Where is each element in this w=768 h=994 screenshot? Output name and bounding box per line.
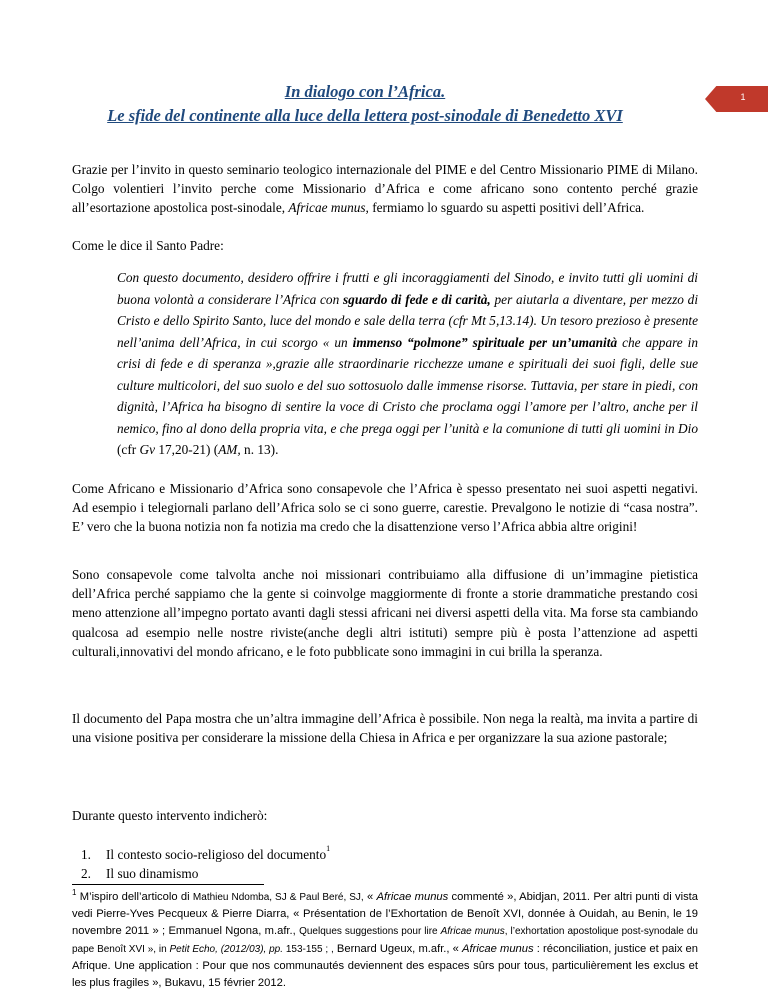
list-item: 2. Il suo dinamismo: [81, 866, 199, 881]
page-number: 1: [740, 92, 746, 102]
footnote-marker: 1: [72, 888, 77, 897]
intro-paragraph: Grazie per l’invito in questo seminario teologico internazionale del PIME e del Centro Missionario PIME di Milano. Colgo volentieri l’invito perche come Missionario d’Africa e come africano sono contento perché grazie all’esortazione apostolica post-sinodale, Africae munus, fermiamo lo sguardo su aspetti positivi dell’Africa.: [72, 162, 698, 216]
footnote-reference[interactable]: 1: [326, 844, 331, 853]
title-line-2: Le sfide del continente alla luce della lettera post-sinodale di Benedetto XVI: [107, 106, 623, 125]
papal-quote: Con questo documento, desidero offrire i frutti e gli incoraggiamenti del Sinodo, e invito tutti gli uomini di buona volontà a considerare l’Africa con sguardo di fede e di carità, per aiutarla a diventare, per mezzo di Cristo e dello Spirito Santo, luce del mondo e sale della terra (cfr Mt 5,13.14). Un tesoro prezioso è presente nell’anima dell’Africa, in cui scorgo « un immenso “polmone” spirituale per un’umanità che appare in crisi di fede e di speranza »,grazie alle straordinarie ricchezze umane e spirituali dei suoi figli, delle sue culture multicolori, del suo suolo e del suo sottosuolo dalle immense risorse. Tuttavia, per stare in piedi, con dignità, l’Africa ha bisogno di sentire la voce di Cristo che proclama oggi l’amore per l’altro, anche per il nemico, fino al dono della propria vita, e che prega oggi per l’unità e la comunione di tutti gli uomini in Dio (cfr Gv 17,20-21) (AM, n. 13).: [117, 270, 699, 457]
footnote-divider: [72, 884, 264, 885]
outline-list: [81, 845, 681, 883]
document-title: [40, 80, 690, 128]
footnote: $^1$ M’ispiro dell’articolo di Mathieu Ndomba, SJ & Paul Beré, SJ, « Africae munus commenté », Abidjan, 2011. Per altri punti di vista vedi Pierre-Yves Pecqueux & Pierre Diarra, « Présentation de l’Exhortation de Benoît XVI, donnée à Ouidah, au Benin, le 19 novembre 2011 » ; Emmanuel Ngona, m.afr., Quelques suggestions pour lire Africae munus, l’exhortation apostolique post-synodale du pape Benoît XVI », in Petit Echo, (2012/03), pp. 153-155 ; , Bernard Ugeux, m.afr., « Africae munus : réconciliation, justice et paix en Afrique. Une application : Pour que nos communautés deviennent des espaces sûrs pour tous, particulièrement les exclus et les plus fragiles », Bukavu, 15 février 2012.: [72, 888, 699, 990]
africae-munus-title: Africae munus,: [288, 200, 369, 216]
lead-in-text: Come le dice il Santo Padre:: [72, 238, 224, 253]
paragraph-intervento: Durante questo intervento indicherò:: [72, 808, 268, 823]
title-line-1: In dialogo con l’Africa.: [284, 82, 446, 101]
paragraph-africano: Come Africano e Missionario d’Africa sono consapevole che l’Africa è spesso presentato nei suoi aspetti negativi. Ad esempio i telegiornali parlano dell’Africa solo se ci sono guerre, carestie. Prevalgono le notizie di “casa nostra”. E’ vero che la buona notizia non fa notizia ma credo che la disattenzione verso l’Africa abbia altre origini!: [72, 481, 698, 535]
paragraph-documento: Il documento del Papa mostra che un’altra immagine dell’Africa è possibile. Non nega la realtà, ma invita a partire di una visione positiva per considerare la missione della Chiesa in Africa e per organizzare la sua azione pastorale;: [72, 711, 698, 746]
paragraph-consapevole: Sono consapevole come talvolta anche noi missionari contribuiamo alla diffusione di un’immagine pietistica dell’Africa perché sappiamo che la gente si coinvolge maggiormente di fronte a storie drammatiche prestando cosi meno attenzione all’impegno portato avanti dagli stessi africani nei diversi aspetti della vita. Ma forse sta cambiando qualcosa ad esempio nelle nostre riviste(anche degli altri istituti) sempre più è posta l’attenzione ad aspetti culturali,innovativi del mondo africano, e le foto pubblicate sono immagini in cui brilla la speranza.: [72, 567, 698, 659]
list-item: 1. Il contesto socio-religioso del documento$^1$: [81, 844, 331, 862]
